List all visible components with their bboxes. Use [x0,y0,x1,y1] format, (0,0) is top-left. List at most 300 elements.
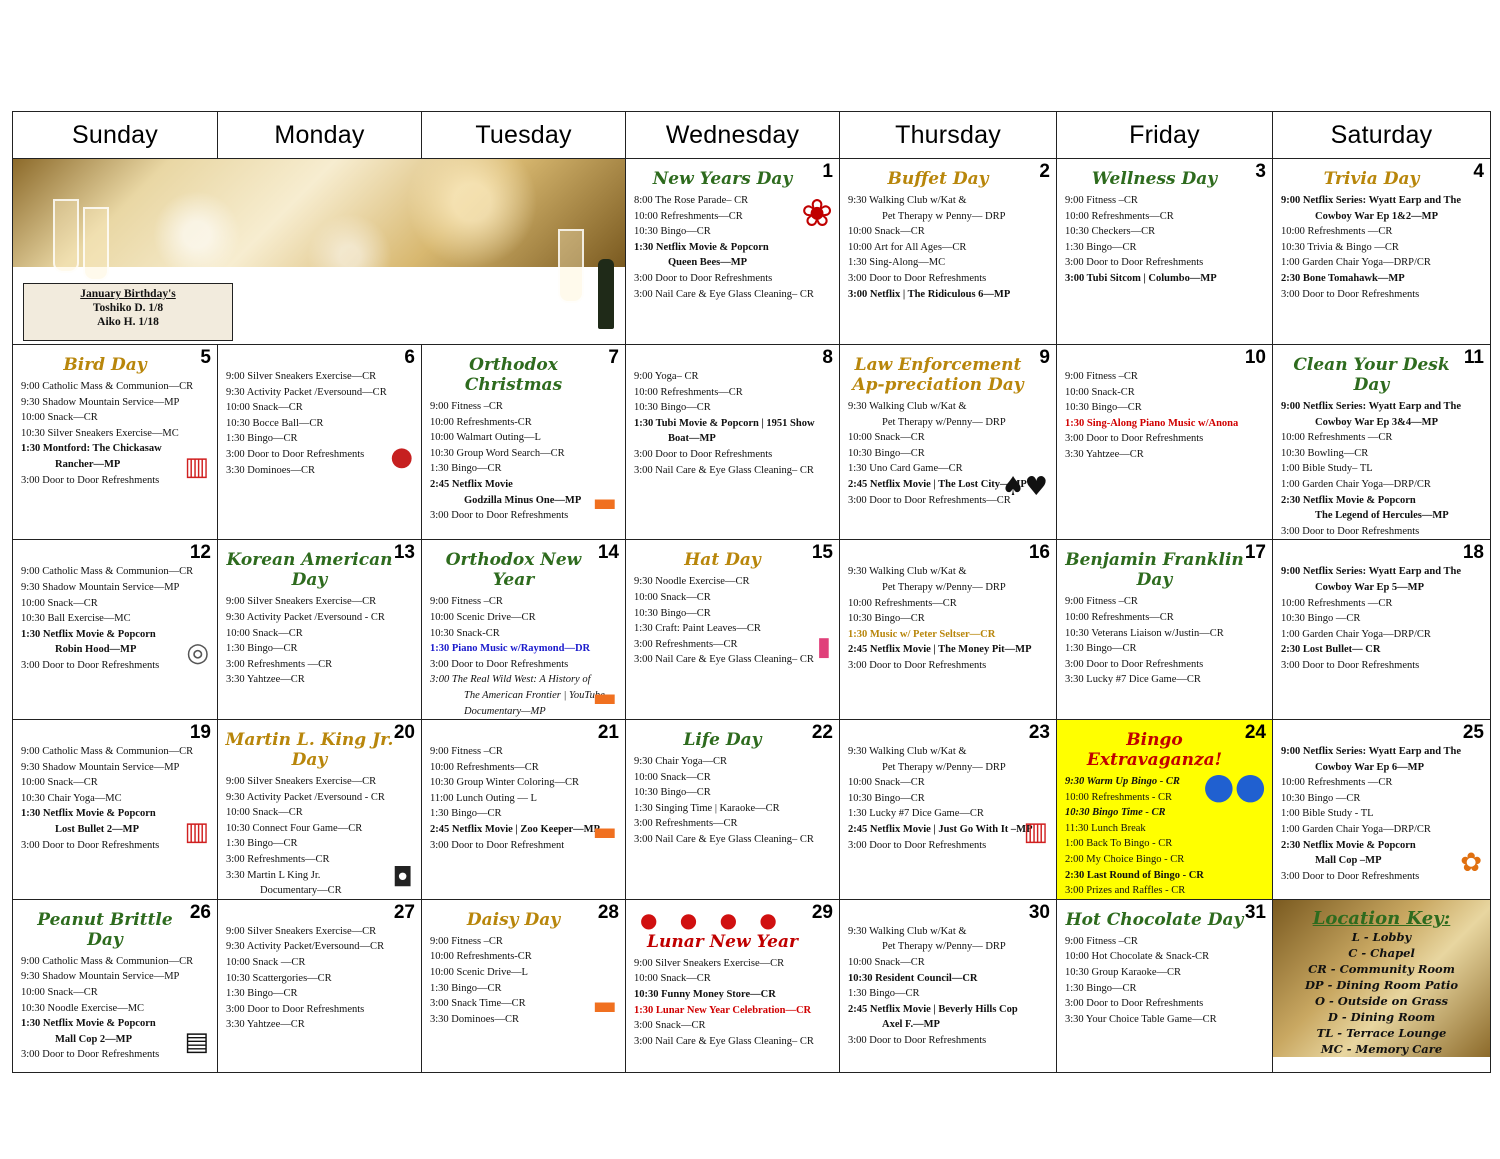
activity-line: 1:30 Bingo—CR [226,433,298,445]
activity-line: 3:00 Door to Door Refreshments [848,839,987,851]
activity-line: 9:00 Fitness –CR [430,935,503,947]
activity-line: 10:30 Group Word Search—CR [430,447,565,459]
day-title: Benjamin Franklin Day [1065,550,1244,591]
car-icon: ▬ [592,487,617,518]
activity-line: 10:30 Bingo—CR [848,447,925,459]
day-number: 28 [597,901,619,923]
weekday-header: Monday [218,112,422,159]
day-number: 1 [822,161,833,182]
activity-line: 3:00 Refreshments —CR [226,658,333,670]
activity-line: 10:00 Refreshments—CR [430,761,539,773]
activity-line: 1:00 Garden Chair Yoga—DRP/CR [1281,478,1431,490]
activity-line: 1:30 Netflix Movie & Popcorn [634,241,769,253]
activity-line: 9:30 Activity Packet/Eversound—CR [226,941,385,953]
activity-line: 3:30 Yahtzee—CR [1065,448,1144,460]
weekday-header-row [13,112,1491,159]
activity-line: 3:00 Door to Door Refreshments [1281,525,1420,537]
activity-line: 10:00 Snack—CR [848,957,925,969]
day-number: 21 [597,722,619,744]
activity-line: 9:00 Catholic Mass & Communion—CR [21,746,194,758]
activity-line: 3:00 Tubi Sitcom | Columbo—MP [1065,272,1217,284]
activity-line: 10:00 Refreshments - CR [1065,791,1173,803]
activity-line: Cowboy War Ep 5—MP [1315,581,1424,593]
day-cell [1273,159,1491,345]
portrait-icon: ◘ [392,862,413,893]
activity-line: 3:30 Martin L King Jr. [226,869,321,881]
champagne-glass-icon [83,207,109,281]
activity-line: 10:30 Bocce Ball—CR [226,417,324,429]
day-cell [840,540,1057,720]
activity-line: 9:00 Netflix Series: Wyatt Earp and The [1281,746,1462,758]
activity-line: 9:00 Fitness –CR [1065,935,1138,947]
day-title: Daisy Day [466,909,561,930]
weekday-header: Sunday [13,112,218,159]
activity-line: 9:30 Noodle Exercise—CR [634,576,750,588]
day-cell [840,899,1057,1072]
activity-line: 2:45 Netflix Movie | Zoo Keeper—MP [430,824,600,836]
activity-line: 3:00 Snack Time—CR [430,998,526,1010]
activity-line: 10:30 Scattergories—CR [226,972,332,984]
week-row [13,720,1491,900]
activity-list [218,592,421,688]
day-title: New Years Day [652,169,793,189]
birthday-box [23,283,233,341]
location-key-heading: Location Key: [1312,907,1451,929]
activity-line: 10:30 Silver Sneakers Exercise—MC [21,427,179,439]
activity-line: Pet Therapy w/Penny— DRP [882,581,1006,593]
activity-line: 1:30 Bingo—CR [226,988,298,1000]
champagne-bottle-icon [598,259,614,329]
day-title [13,540,217,562]
activity-line: Rancher—MP [55,458,121,470]
day-title: Law Enforcement Ap-preciation Day [852,355,1024,395]
activity-line: 3:00 Door to Door Refreshments [1281,870,1420,882]
activity-line: 3:30 Lucky #7 Dice Game—CR [1065,674,1201,686]
activity-line: 10:00 Refreshments-CR [430,416,532,428]
activity-line: 1:30 Bingo—CR [1065,241,1137,253]
day-cell [1057,159,1273,345]
activity-line: 3:00 Door to Door Refreshments [1281,659,1420,671]
day-cell [626,899,840,1072]
day-cell [13,720,218,900]
activity-line: 1:30 Bingo—CR [226,643,298,655]
activity-line: 10:00 Snack—CR [21,777,98,789]
activity-line: 9:00 Fitness –CR [430,401,503,412]
activity-line: 3:00 Door to Door Refreshments [634,272,773,284]
activity-line: 3:00 Prizes and Raffles - CR [1065,885,1186,897]
activity-line: 10:30 Funny Money Store—CR [634,989,776,1001]
day-number: 8 [822,347,833,368]
activity-line: 3:00 Door to Door Refreshments [430,510,569,522]
day-cell [1057,899,1273,1072]
day-title: Bird Day [63,355,147,375]
popcorn-icon: ▥ [1023,817,1048,848]
activity-line: 1:00 Garden Chair Yoga—DRP/CR [1281,257,1431,269]
day-title [840,720,1056,742]
activity-line: 9:00 Fitness –CR [430,746,503,758]
activity-line: Mall Cop –MP [1315,855,1382,867]
activity-list [1273,191,1490,302]
activity-line: 10:00 Snack—CR [848,777,925,789]
day-title [1273,720,1490,742]
activity-line: 1:00 Bible Study - TL [1281,808,1374,820]
marigold-icon: ✿ [1460,848,1482,879]
activity-line: 1:30 Sing-Along Piano Music w/Anona [1065,417,1239,429]
day-cell [422,720,626,900]
day-title [840,540,1056,562]
activity-line: 1:30 Bingo—CR [430,982,502,994]
activity-line: 1:30 Netflix Movie & Popcorn [21,1018,156,1030]
day-cell [13,345,218,540]
birthday-entry: Toshiko D. 1/8 [92,302,164,314]
activity-line: 3:00 Door to Door Refreshments [226,1003,365,1015]
day-title: Lunar New Year [647,931,798,952]
day-number: 18 [1462,542,1484,564]
activity-line: 10:00 Refreshments—CR [634,210,743,222]
activity-line: 9:30 Chair Yoga—CR [634,756,728,768]
activity-line: 10:00 Scenic Drive—L [430,967,528,979]
day-cell [218,540,422,720]
day-cell [1273,345,1491,540]
day-title [626,345,839,367]
car-icon: ▬ [592,817,617,848]
activity-line: 10:00 Snack—CR [21,987,98,999]
activity-list [626,752,839,848]
activity-line: 10:00 Snack-CR [1065,386,1135,398]
activity-line: 9:00 Fitness –CR [1065,195,1138,206]
activity-list [626,572,839,668]
day-cell [218,720,422,900]
activity-list [840,191,1056,302]
week-row [13,540,1491,720]
clapperboard-icon: ▤ [184,1027,209,1057]
day-number: 25 [1462,722,1484,744]
activity-line: 10:00 Scenic Drive—CR [430,611,536,623]
day-title [1057,345,1272,367]
popcorn-icon: ▥ [184,817,209,848]
activity-line: 9:00 Netflix Series: Wyatt Earp and The [1281,566,1462,578]
location-key-item: C - Chapel [1348,945,1415,960]
activity-line: Boat—MP [668,433,716,445]
activity-line: 10:30 Noodle Exercise—MC [21,1002,145,1014]
day-title: Buffet Day [887,169,989,189]
activity-line: 3:00 Door to Door Refreshment [430,839,565,851]
activity-line: 1:00 Back To Bingo - CR [1065,838,1173,850]
day-title: Hat Day [684,550,761,571]
weekday-header: Thursday [840,112,1057,159]
activity-line: 1:30 Bingo—CR [226,838,298,850]
day-title [840,900,1056,922]
day-title: Orthodox New Year [445,550,582,591]
activity-line: 1:30 Craft: Paint Leaves—CR [634,623,761,635]
car-icon: ▬ [592,991,617,1022]
location-key-item: L - Lobby [1351,929,1412,944]
activity-line: 9:00 Yoga– CR [634,371,699,382]
activity-line: 3:00 Nail Care & Eye Glass Cleaning– CR [634,654,814,666]
banner-background [13,159,625,267]
activity-line: 2:45 Netflix Movie | Beverly Hills Cop [848,1003,1018,1015]
activity-line: 3:00 Nail Care & Eye Glass Cleaning– CR [634,834,814,846]
activity-line: 9:30 Walking Club w/Kat & [848,401,967,412]
activity-line: 2:30 Last Round of Bingo - CR [1065,869,1204,881]
activity-line: Robin Hood—MP [55,644,137,656]
week-row [13,899,1491,1072]
activity-line: 2:45 Netflix Movie | The Money Pit—MP [848,644,1032,656]
day-cell [1057,345,1273,540]
activity-line: 1:30 Sing-Along—MC [848,257,946,269]
activity-line: 11:30 Lunch Break [1065,822,1146,834]
activity-line: 3:00 The Real Wild West: A History of [430,674,591,686]
activity-line: 3:00 Door to Door Refreshments [1281,288,1420,300]
day-number: 24 [1244,722,1266,744]
day-number: 10 [1244,347,1266,368]
day-number: 17 [1244,542,1266,564]
activity-line: 9:30 Walking Club w/Kat & [848,746,967,758]
activity-line: Mall Cop 2—MP [55,1033,132,1045]
day-number: 5 [200,347,211,368]
activity-line: 1:30 Tubi Movie & Popcorn | 1951 Show [634,417,815,429]
cards-icon: ♠♥ [1001,472,1048,503]
activity-line: 10:00 Refreshments —CR [1281,597,1393,609]
day-number: 16 [1028,542,1050,564]
weekday-header: Wednesday [626,112,840,159]
day-title: Bingo Extravaganza! [1086,730,1223,771]
activity-line: 9:30 Activity Packet /Eversound - CR [226,611,385,623]
day-cell [1057,720,1273,900]
activity-line: 9:00 Silver Sneakers Exercise—CR [226,371,377,382]
day-title [1273,540,1490,562]
activity-line: 9:30 Shadow Mountain Service—MP [21,761,180,773]
activity-line: 10:30 Bingo—CR [634,402,711,414]
activity-line: 10:00 Snack—CR [848,226,925,238]
day-cell [422,345,626,540]
activity-line: 10:30 Group Karaoke—CR [1065,967,1182,979]
activity-line: 3:00 Refreshments—CR [634,818,738,830]
activity-line: 1:00 Garden Chair Yoga—DRP/CR [1281,824,1431,836]
activity-line: 3:00 Nail Care & Eye Glass Cleaning– CR [634,1035,814,1047]
activity-line: The Legend of Hercules—MP [1315,510,1449,522]
activity-line: 10:00 Refreshments—CR [848,597,957,609]
activity-line: 9:00 Silver Sneakers Exercise—CR [226,596,377,608]
activity-line: 2:45 Netflix Movie | The Lost City—MP [848,478,1027,490]
activity-line: 3:00 Door to Door Refreshments [226,448,365,460]
activity-line: Cowboy War Ep 6—MP [1315,761,1424,773]
day-number: 22 [811,722,833,744]
activity-line: 10:00 Snack—CR [21,412,98,424]
day-number: 7 [608,347,619,368]
day-cell [13,899,218,1072]
activity-line: 3:30 Dominoes—CR [430,1013,519,1025]
location-key-item: D - Dining Room [1327,1009,1436,1024]
calendar-grid [12,111,1491,1073]
activity-line: 1:30 Bingo—CR [1065,643,1137,655]
activity-line: 2:30 Bone Tomahawk—MP [1281,272,1405,284]
day-number: 2 [1039,161,1050,182]
activity-line: 10:00 Snack —CR [226,957,306,969]
champagne-glass-icon [558,229,584,303]
location-key-item: DP - Dining Room Patio [1304,977,1459,992]
activity-line: 10:30 Chair Yoga—MC [21,792,122,804]
day-cell [840,720,1057,900]
day-number: 4 [1473,161,1484,182]
activity-line: 3:00 Refreshments—CR [634,638,738,650]
activity-line: 9:00 Fitness –CR [1065,596,1138,608]
activity-list [626,954,839,1050]
activity-line: 3:30 Yahtzee—CR [226,674,305,686]
activity-line: 9:00 Catholic Mass & Communion—CR [21,955,194,967]
weekday-header: Friday [1057,112,1273,159]
activity-line: 1:30 Lunar New Year Celebration—CR [634,1004,812,1016]
activity-line: 9:00 Silver Sneakers Exercise—CR [226,925,377,937]
activity-line: 9:00 Netflix Series: Wyatt Earp and The [1281,401,1462,412]
car-icon: ▬ [592,683,617,714]
location-key-cell [1273,899,1491,1072]
activity-line: Documentary—MP [464,705,546,717]
activity-line: 3:00 Door to Door Refreshments [21,1049,160,1061]
day-title: Korean American Day [226,550,393,591]
location-key-item: O - Outside on Grass [1314,993,1448,1008]
apple-icon: ● [390,442,413,473]
activity-line: 1:30 Bingo—CR [1065,982,1137,994]
activity-line: 2:30 Netflix Movie & Popcorn [1281,839,1416,851]
day-cell [626,540,840,720]
activity-list [218,772,421,899]
activity-line: 10:30 Bowling—CR [1281,447,1369,459]
day-number: 12 [189,542,211,564]
activity-line: 9:30 Walking Club w/Kat & [848,566,967,578]
activity-line: 1:30 Bingo—CR [848,988,920,1000]
day-number: 29 [811,901,833,923]
activity-line: 9:30 Walking Club w/Kat & [848,925,967,937]
activity-line: 9:00 Silver Sneakers Exercise—CR [226,776,377,788]
activity-list [626,367,839,478]
activity-line: 3:30 Your Choice Table Game—CR [1065,1013,1217,1025]
activity-line: 10:00 Hot Chocolate & Snack-CR [1065,951,1210,963]
activity-line: 10:00 Art for All Ages—CR [848,241,967,253]
activity-line: 10:30 Bingo—CR [848,792,925,804]
activity-line: 3:00 Door to Door Refreshments [1065,257,1204,269]
day-number: 15 [811,542,833,564]
activity-line: Pet Therapy w/Penny— DRP [882,416,1006,428]
activity-line: 10:30 Resident Council—CR [848,972,978,984]
day-cell [626,720,840,900]
activity-line: 10:00 Snack—CR [848,432,925,444]
activity-line: 10:30 Connect Four Game—CR [226,822,363,834]
activity-line: Lost Bullet 2—MP [55,824,139,836]
activity-line: 10:00 Snack—CR [226,402,303,414]
activity-line: 3:00 Door to Door Refreshments [1065,658,1204,670]
activity-line: 3:00 Door to Door Refreshments [1065,433,1204,445]
activity-line: 9:00 Silver Sneakers Exercise—CR [634,957,785,969]
activity-line: 9:30 Activity Packet /Eversound - CR [226,791,385,803]
day-number: 3 [1255,161,1266,182]
activity-line: 1:30 Bingo—CR [430,463,502,475]
activity-line: 1:00 Garden Chair Yoga—DRP/CR [1281,628,1431,640]
activity-line: 10:00 Snack—CR [226,807,303,819]
activity-line: 10:30 Bingo Time - CR [1065,807,1166,819]
activity-line: 10:30 Bingo—CR [634,787,711,799]
activity-list [1057,191,1272,287]
day-cell [626,159,840,345]
day-number: 27 [393,901,415,923]
activity-line: 10:00 Walmart Outing—L [430,432,541,444]
activity-line: 10:30 Bingo—CR [634,607,711,619]
activity-line: 1:30 Music w/ Peter Seltser—CR [848,628,996,640]
day-title: Trivia Day [1323,169,1420,189]
activity-line: 10:00 Snack—CR [21,597,98,609]
activity-line: 9:30 Shadow Mountain Service—MP [21,581,180,593]
activity-line: 10:00 Snack—CR [634,771,711,783]
activity-line: 3:00 Door to Door Refreshments [848,659,987,671]
birthday-heading: January Birthday's [80,288,176,300]
activity-line: 9:30 Shadow Mountain Service—MP [21,396,180,408]
day-number: 23 [1028,722,1050,744]
champagne-glass-icon [53,199,79,273]
activity-line: The American Frontier | YouTube [464,689,605,701]
day-cell [840,345,1057,540]
day-cell [218,899,422,1072]
activity-line: 3:00 Door to Door Refreshments [848,1035,987,1046]
activity-line: 9:00 Fitness –CR [1065,371,1138,382]
day-title: Hot Chocolate Day [1065,909,1244,930]
activity-line: 10:00 Snack—CR [634,973,711,985]
activity-line: 1:30 Bingo—CR [430,808,502,820]
activity-line: 9:30 Activity Packet /Eversound—CR [226,386,387,398]
week-row [13,345,1491,540]
activity-list [1057,932,1272,1028]
day-number: 19 [189,722,211,744]
activity-line: 9:30 Shadow Mountain Service—MP [21,971,180,983]
activity-line: 3:00 Refreshments—CR [226,854,330,866]
activity-list [840,562,1056,673]
weekday-header: Tuesday [422,112,626,159]
day-title [13,720,217,742]
activity-line: 10:00 Refreshments-CR [430,951,532,963]
day-number: 11 [1463,347,1484,368]
day-cell [13,540,218,720]
activity-line: 9:00 Catholic Mass & Communion—CR [21,566,194,578]
activity-line: Cowboy War Ep 1&2—MP [1315,210,1438,222]
location-key-item: MC - Memory Care [1320,1041,1443,1056]
day-cell [1057,540,1273,720]
week-row [13,159,1491,345]
activity-line: Pet Therapy w/Penny— DRP [882,941,1006,953]
activity-line: 10:00 Snack—CR [226,627,303,639]
activity-line: 10:30 Bingo —CR [1281,613,1361,625]
activity-line: 10:30 Bingo—CR [634,226,711,238]
activity-line: Axel F.—MP [882,1019,940,1031]
day-cell [422,540,626,720]
activity-line: 3:00 Door to Door Refreshments [430,658,569,670]
day-title: Clean Your Desk Day [1293,355,1450,395]
location-key-item: CR - Community Room [1308,961,1455,976]
day-title: Life Day [683,730,762,751]
activity-line: 1:30 Piano Music w/Raymond—DR [430,643,591,655]
day-number: 6 [404,347,415,368]
activity-line: 2:30 Lost Bullet— CR [1281,644,1381,656]
activity-line: 10:00 Refreshments—CR [634,386,743,398]
activity-line: 3:00 Snack—CR [634,1020,706,1032]
activity-line: 10:00 Snack—CR [634,591,711,603]
activity-line: 10:00 Refreshments —CR [1281,777,1393,789]
activity-line: 9:00 Netflix Series: Wyatt Earp and The [1281,195,1462,206]
activity-line: 3:00 Door to Door Refreshments [21,659,160,671]
activity-line: 9:00 Catholic Mass & Communion—CR [21,381,194,392]
activity-line: Godzilla Minus One—MP [464,494,582,506]
activity-line: 11:00 Lunch Outing — L [430,792,537,804]
activity-line: 3:00 Door to Door Refreshments [21,474,160,486]
activity-line: 2:45 Netflix Movie [430,478,513,490]
